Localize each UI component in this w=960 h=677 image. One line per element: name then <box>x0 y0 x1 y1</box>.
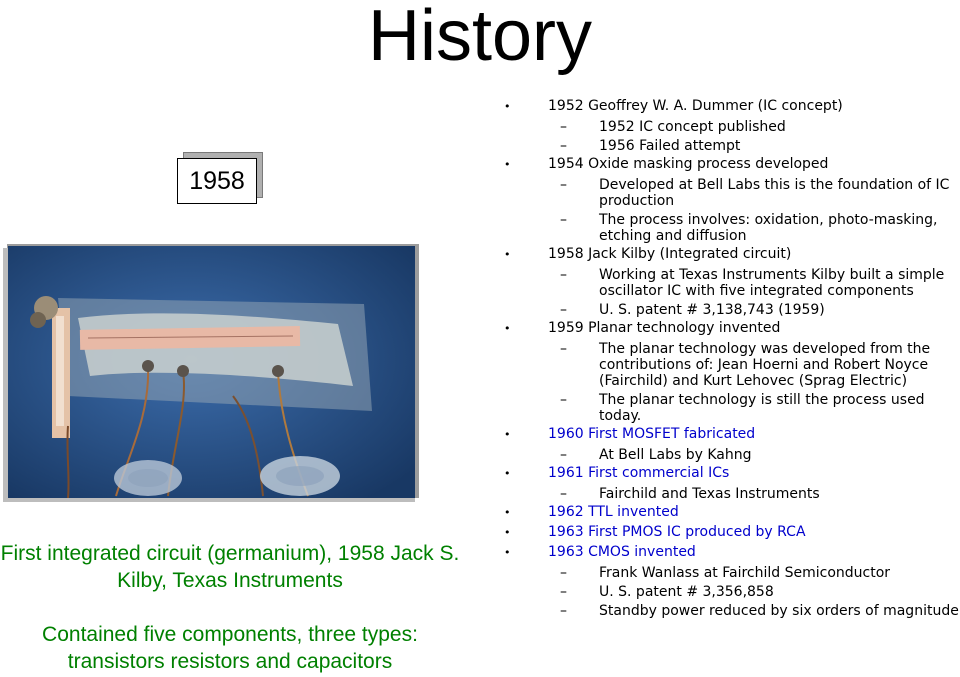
timeline-item-text: 1960 First MOSFET fabricated <box>548 426 756 442</box>
timeline-subitem: – U. S. patent # 3,138,743 (1959) <box>502 302 960 318</box>
timeline-item-text: 1952 Geoffrey W. A. Dummer (IC concept) <box>548 98 843 114</box>
timeline-item-text: 1963 First PMOS IC produced by RCA <box>548 524 806 540</box>
history-timeline <box>502 97 960 619</box>
timeline-item <box>502 155 960 174</box>
timeline-item <box>502 319 960 338</box>
timeline-item-text: 1959 Planar technology invented <box>548 320 781 336</box>
integrated-circuit-photo <box>8 246 415 498</box>
timeline-subitem: – The planar technology is still the process used today. <box>502 392 960 424</box>
timeline-item <box>502 543 960 562</box>
timeline-subitem: – The planar technology was developed from the contributions of: Jean Hoerni and Robert Noyce (Fairchild) and Kurt Lehovec (Sprag Electric) <box>502 341 960 389</box>
timeline-subitem: – Standby power reduced by six orders of magnitude <box>502 603 960 619</box>
photo-frame <box>3 248 415 502</box>
timeline-list <box>502 97 960 619</box>
timeline-item-text: 1961 First commercial ICs <box>548 465 730 481</box>
timeline-subitem: – 1952 IC concept published <box>502 119 960 135</box>
photo-caption-title: First integrated circuit (germanium), 1958 Jack S. Kilby, Texas Instruments <box>0 542 460 592</box>
timeline-item <box>502 523 960 542</box>
photo-caption-components: Contained five components, three types: transistors resistors and capacitors <box>42 623 418 673</box>
timeline-subitem: – Frank Wanlass at Fairchild Semiconductor <box>502 565 960 581</box>
timeline-item <box>502 464 960 483</box>
timeline-subitem: – The process involves: oxidation, photo-masking, etching and diffusion <box>502 212 960 244</box>
timeline-item-text: 1958 Jack Kilby (Integrated circuit) <box>548 246 792 262</box>
timeline-item-text: 1963 CMOS invented <box>548 544 696 560</box>
slide-title: History <box>367 0 592 76</box>
timeline-item-text: 1962 TTL invented <box>548 504 679 520</box>
year-label-box: 1958 <box>177 158 257 204</box>
timeline-item <box>502 425 960 444</box>
timeline-subitem: – At Bell Labs by Kahng <box>502 447 960 463</box>
timeline-subitem: – Developed at Bell Labs this is the foundation of IC production <box>502 177 960 209</box>
timeline-item <box>502 97 960 116</box>
timeline-item-text: 1954 Oxide masking process developed <box>548 156 829 172</box>
timeline-subitem: – U. S. patent # 3,356,858 <box>502 584 960 600</box>
timeline-subitem: – Fairchild and Texas Instruments <box>502 486 960 502</box>
timeline-subitem: – Working at Texas Instruments Kilby built a simple oscillator IC with five integrated components <box>502 267 960 299</box>
timeline-item <box>502 503 960 522</box>
timeline-subitem: – 1956 Failed attempt <box>502 138 960 154</box>
timeline-item <box>502 245 960 264</box>
